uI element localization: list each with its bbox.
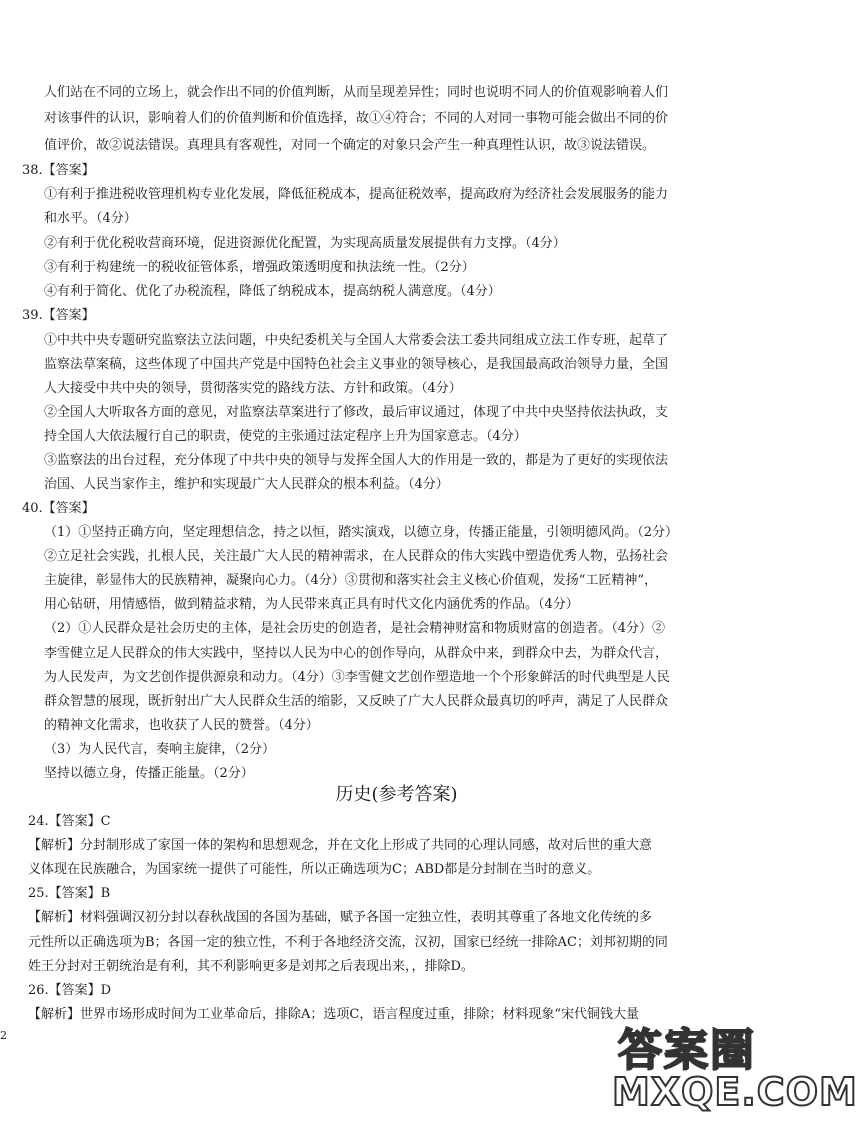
text-line: 持全国人大依法履行自己的职责，使党的主张通过法定程序上升为国家意志。（4分） — [44, 429, 527, 444]
text-line: 用心钻研，用情感悟，做到精益求精，为人民带来真正具有时代文化内涵优秀的作品。（4分） — [44, 597, 579, 612]
text-line: 对该事件的认识，影响着人们的价值判断和价值选择，故①④符合；不同的人对同一事物可能会做出不同的价 — [44, 111, 669, 126]
text-line: ②立足社会实践，扎根人民，关注最广大人民的精神需求，在人民群众的伟大实践中塑造优秀人物，弘扬社会 — [44, 549, 669, 564]
watermark-top-text: 答案圈 — [618, 1025, 756, 1076]
text-line: 人们站在不同的立场上，就会作出不同的价值判断，从而呈现差异性；同时也说明不同人的价值观影响着人们 — [44, 85, 669, 100]
text-line: 义体现在民族融合，为国家统一提供了可能性，所以正确选项为C；ABD都是分封制在当时的意义。 — [28, 862, 601, 877]
text-line: 【解析】世界市场形成时间为工业革命后，排除A；选项C，语言程度过重，排除；材料现象“宋代铜钱大量 — [28, 1007, 639, 1022]
page-number: 2 — [0, 1029, 7, 1042]
text-line: 【解析】材料强调汉初分封以春秋战国的各国为基础，赋予各国一定独立性，表明其尊重了各地文化传统的多 — [28, 910, 653, 925]
text-line: ③监察法的出台过程，充分体现了中共中央的领导与发挥全国人大的作用是一致的，都是为了更好的实现依法 — [44, 453, 669, 468]
text-line: 为人民发声，为文艺创作提供源泉和动力。（4分）③李雪健文艺创作塑造地一个个形象鲜活的时代典型是人民 — [44, 670, 670, 685]
text-line: 坚持以德立身，传播正能量。（2分） — [44, 766, 254, 781]
text-line: 姓王分封对王朝统治是有利，其不利影响更多是刘邦之后表现出来，，排除D。 — [28, 959, 474, 974]
text-line: 元性所以正确选项为B；各国一定的独立性，不利于各地经济交流，汉初，国家已经统一排除AC；刘邦初期的同 — [28, 935, 668, 950]
text-line: 主旋律，彰显伟大的民族精神，凝聚向心力。（4分）③贯彻和落实社会主义核心价值观，发扬“工匠精神”， — [44, 573, 658, 588]
text-line: 群众智慧的展现，既折射出广大人民群众生活的缩影，又反映了广大人民群众最真切的呼声，满足了人民群众 — [44, 694, 669, 709]
answer-heading-39: 39.【答案】 — [22, 308, 95, 323]
text-line: 李雪健立足人民群众的伟大实践中，坚持以人民为中心的创作导向，从群众中来，到群众中去，为群众代言， — [44, 646, 669, 661]
text-line: ②有利于优化税收营商环境，促进资源优化配置，为实现高质量发展提供有力支撑。（4分） — [44, 236, 566, 251]
text-line: ③有利于构建统一的税收征管体系，增强政策透明度和执法统一性。（2分） — [44, 260, 475, 275]
history-section-heading: 历史(参考答案) — [335, 784, 458, 805]
text-line: ②全国人大听取各方面的意见，对监察法草案进行了修改，最后审议通过，体现了中共中央坚持依法执政，支 — [44, 405, 669, 420]
text-line: 和水平。（4分） — [44, 211, 137, 226]
text-line: （1）①坚持正确方向，坚定理想信念，持之以恒，踏实演戏，以德立身，传播正能量，引领明德风尚。（2分） — [44, 525, 679, 540]
text-line: （3）为人民代言，奏响主旋律，（2分） — [44, 742, 276, 757]
answer-heading-25: 25.【答案】B — [28, 886, 111, 901]
text-line: 的精神文化需求，也收获了人民的赞誉。（4分） — [44, 718, 319, 733]
text-line: ④有利于简化、优化了办税流程，降低了纳税成本，提高纳税人满意度。（4分） — [44, 284, 501, 299]
text-line: 治国、人民当家作主，维护和实现最广大人民群众的根本利益。（4分） — [44, 477, 449, 492]
text-line: ①中共中央专题研究监察法立法问题，中央纪委机关与全国人大常委会法工委共同组成立法工作专班，起草了 — [44, 333, 669, 348]
answer-heading-26: 26.【答案】D — [28, 983, 112, 998]
answer-heading-38: 38.【答案】 — [22, 163, 95, 178]
text-line: （2）①人民群众是社会历史的主体，是社会历史的创造者，是社会精神财富和物质财富的创造者。（4分）② — [44, 621, 666, 636]
text-line: 人大接受中共中央的领导，贯彻落实党的路线方法、方针和政策。（4分） — [44, 381, 462, 396]
text-line: ①有利于推进税收管理机构专业化发展，降低征税成本，提高征税效率，提高政府为经济社会发展服务的能力 — [44, 187, 669, 202]
text-line: 【解析】分封制形成了家国一体的架构和思想观念，并在文化上形成了共同的心理认同感，故对后世的重大意 — [28, 838, 653, 853]
text-line: 值评价，故②说法错误。真理具有客观性，对同一个确定的对象只会产生一种真理性认识，故③说法错误。 — [44, 138, 656, 153]
watermark-bottom-text: MXQE.COM — [612, 1070, 858, 1114]
site-watermark-logo — [612, 1012, 858, 1120]
answer-heading-24: 24.【答案】C — [28, 814, 111, 829]
answer-heading-40: 40.【答案】 — [22, 501, 95, 516]
text-line: 监察法草案稿，这些体现了中国共产党是中国特色社会主义事业的领导核心，是我国最高政治领导力量，全国 — [44, 357, 669, 372]
